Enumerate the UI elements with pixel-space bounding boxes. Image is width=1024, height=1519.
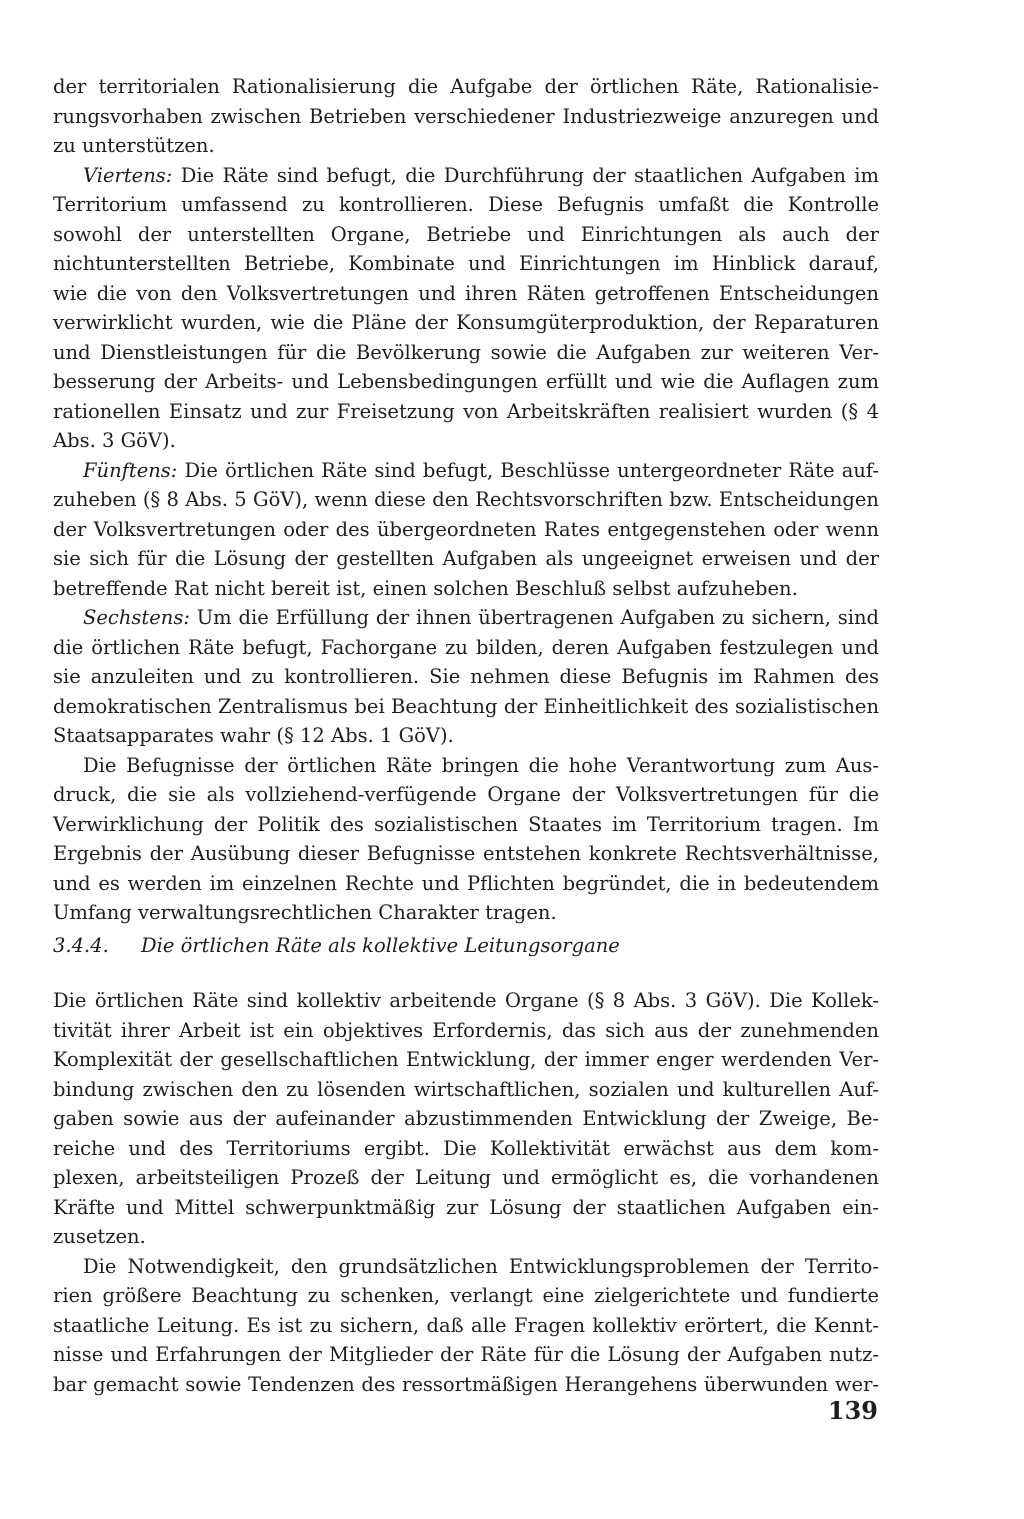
text-line: verwirklicht wurden, wie die Pläne der Konsumgüterproduktion, der Reparaturen <box>53 311 879 334</box>
text-line: Umfang verwaltungsrechtlichen Charakter tragen. <box>53 901 557 924</box>
text-line: Komplexität der gesellschaftlichen Entwicklung, der immer enger werdenden Ver- <box>53 1048 879 1071</box>
text-line: nisse und Erfahrungen der Mitglieder der Räte für die Lösung der Aufgaben nutz- <box>53 1343 879 1366</box>
text-line: die örtlichen Räte befugt, Fachorgane zu bilden, deren Aufgaben festzulegen und <box>53 635 879 659</box>
text-block-2 <box>53 986 879 1399</box>
text-line: besserung der Arbeits- und Lebensbedingungen erfüllt und wie die Auflagen zum <box>53 370 879 393</box>
text-line: zuheben (§ 8 Abs. 5 GöV), wenn diese den Rechtsvorschriften bzw. Entscheidungen <box>53 488 879 511</box>
text-line: nichtunterstellten Betriebe, Kombinate und Einrichtungen im Hinblick darauf, <box>53 252 879 275</box>
text-line: wie die von den Volksvertretungen und ihren Räten getroffenen Entscheidungen <box>53 281 879 305</box>
section-number: 3.4.4. <box>53 934 109 957</box>
text-line: der territorialen Rationalisierung die Aufgabe der örtlichen Räte, Rationalisie- <box>53 75 879 98</box>
text-line: Die örtlichen Räte sind kollektiv arbeitende Organe (§ 8 Abs. 3 GöV). Die Kollek- <box>53 989 879 1012</box>
text-line: sowohl der unterstellten Organe, Betriebe und Einrichtungen als auch der <box>53 222 879 246</box>
text-line: zusetzen. <box>53 1225 146 1248</box>
text-line: bindung zwischen den zu lösenden wirtschaftlichen, sozialen und kulturellen Auf- <box>53 1077 879 1101</box>
text-line: rationellen Einsatz und zur Freisetzung von Arbeitskräften realisiert wurden (§ 4 <box>53 399 879 423</box>
paragraph-lead: Sechstens: <box>83 606 190 629</box>
text-line: und Dienstleistungen für die Bevölkerung sowie die Aufgaben zur weiteren Ver- <box>53 340 879 364</box>
text-line: Staatsapparates wahr (§ 12 Abs. 1 GöV). <box>53 724 454 747</box>
text-line: bar gemacht sowie Tendenzen des ressortmäßigen Herangehens überwunden wer- <box>53 1372 879 1396</box>
text-line: und es werden im einzelnen Rechte und Pflichten begründet, die in bedeutendem <box>53 871 879 895</box>
text-line: Verwirklichung der Politik des sozialistischen Staates im Territorium tragen. Im <box>53 812 879 836</box>
text-line: Territorium umfassend zu kontrollieren. Diese Befugnis umfaßt die Kontrolle <box>53 193 879 216</box>
text-line: tivität ihrer Arbeit ist ein objektives Erfordernis, das sich aus der zunehmenden <box>53 1018 879 1042</box>
text-line: zu unterstützen. <box>53 134 215 157</box>
text-line: sie sich für die Lösung der gestellten Aufgaben als ungeeignet erweisen und der <box>53 547 879 570</box>
section-heading <box>53 934 620 957</box>
text-line: der Volksvertretungen oder des übergeordneten Rates entgegenstehen oder wenn <box>53 517 879 541</box>
text-line: Viertens: Die Räte sind befugt, die Durchführung der staatlichen Aufgaben im <box>83 163 879 187</box>
text-line: Die Notwendigkeit, den grundsätzlichen Entwicklungsproblemen der Territo- <box>83 1254 879 1278</box>
text-line: rien größere Beachtung zu schenken, verlangt eine zielgerichtete und fundierte <box>53 1284 879 1307</box>
text-line: Kräfte und Mittel schwerpunktmäßig zur Lösung der staatlichen Aufgaben ein- <box>53 1195 879 1219</box>
text-line: rungsvorhaben zwischen Betrieben verschiedener Industriezweige anzuregen und <box>53 104 879 128</box>
section-title: Die örtlichen Räte als kollektive Leitungsorgane <box>141 934 620 957</box>
text-line: staatliche Leitung. Es ist zu sichern, daß alle Fragen kollektiv erörtert, die Kennt- <box>53 1313 879 1337</box>
text-line: druck, die sie als vollziehend-verfügende Organe der Volksvertretungen für die <box>53 783 879 806</box>
text-line: sie anzuleiten und zu kontrollieren. Sie nehmen diese Befugnis im Rahmen des <box>53 665 879 688</box>
text-line: gaben sowie aus der aufeinander abzustimmenden Entwicklung der Zweige, Be- <box>53 1107 879 1130</box>
text-line: demokratischen Zentralismus bei Beachtung der Einheitlichkeit des sozialistischen <box>53 694 879 718</box>
text-line: Ergebnis der Ausübung dieser Befugnisse entstehen konkrete Rechtsverhältnisse, <box>53 842 879 865</box>
page-number: 139 <box>827 1396 878 1425</box>
text-line: plexen, arbeitsteiligen Prozeß der Leitung und ermöglicht es, die vorhandenen <box>53 1166 879 1189</box>
paragraph-lead: Fünftens: <box>83 458 178 482</box>
paragraph-lead: Viertens: <box>83 163 173 187</box>
text-line: Abs. 3 GöV). <box>53 429 176 452</box>
text-line: reiche und des Territoriums ergibt. Die Kollektivität erwächst aus dem kom- <box>53 1136 879 1160</box>
text-line: Fünftens: Die örtlichen Räte sind befugt, Beschlüsse untergeordneter Räte auf- <box>83 458 879 482</box>
text-line: Die Befugnisse der örtlichen Räte bringen die hohe Verantwortung zum Aus- <box>83 753 879 777</box>
text-block-1 <box>53 72 879 928</box>
text-line: Sechstens: Um die Erfüllung der ihnen übertragenen Aufgaben zu sichern, sind <box>83 606 879 629</box>
text-line: betreffende Rat nicht bereit ist, einen solchen Beschluß selbst aufzuheben. <box>53 576 798 600</box>
